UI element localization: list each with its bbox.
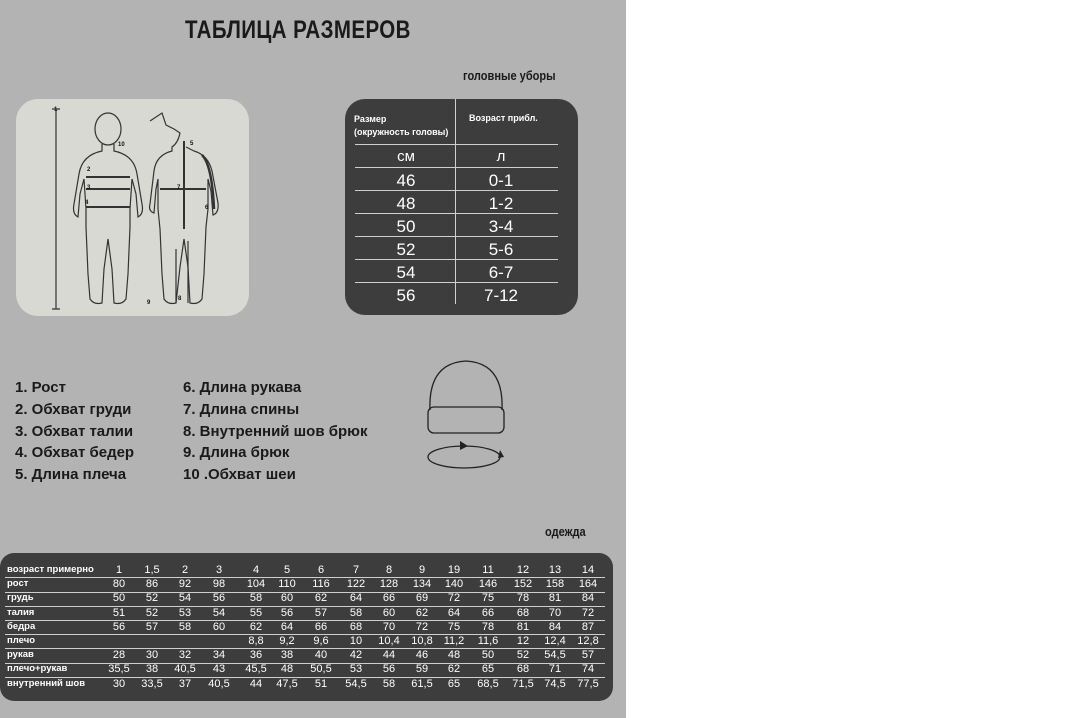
table-cell: 98	[212, 578, 226, 591]
hats-units-row: см л	[355, 144, 558, 168]
table-cell: 104	[246, 578, 266, 591]
figure-label: 1	[54, 107, 58, 113]
table-cell: 122	[346, 578, 366, 591]
table-cell: 46	[415, 649, 429, 662]
figure-label: 2	[87, 167, 91, 173]
table-cell: 40	[314, 649, 328, 662]
table-row	[5, 607, 605, 621]
table-cell: 43	[212, 663, 226, 676]
table-row	[5, 678, 605, 692]
row-label: бедра	[7, 620, 36, 632]
table-cell: 12,4	[544, 635, 566, 647]
table-cell: 66	[481, 606, 495, 619]
table-cell: 54	[178, 592, 192, 605]
figure-label: 9	[147, 300, 151, 306]
table-cell: 116	[312, 578, 330, 591]
row-label: внутренний шов	[7, 677, 86, 689]
table-cell: 19	[447, 564, 461, 576]
table-cell: 92	[178, 578, 192, 591]
row-label: грудь	[7, 592, 34, 604]
table-cell: 86	[145, 578, 159, 591]
hat-measure-icon	[420, 355, 510, 475]
table-cell: 47,5	[276, 677, 298, 690]
table-cell: 11,2	[443, 635, 465, 647]
table-cell: 10	[349, 635, 363, 647]
table-cell: 72	[581, 606, 595, 619]
table-cell: 12,8	[577, 635, 599, 647]
table-row	[5, 578, 605, 592]
figure-label: 4	[85, 200, 89, 206]
figure-label: 6	[205, 205, 209, 211]
table-cell: 56	[212, 592, 226, 605]
hats-heading: головные уборы	[463, 68, 556, 83]
table-cell: 56	[112, 620, 126, 633]
table-cell: 68	[516, 663, 530, 676]
table-cell: 3	[215, 564, 223, 576]
table-cell: 68	[516, 606, 530, 619]
legend-right	[183, 377, 367, 486]
legend-item: 8. Внутренний шов брюк	[183, 422, 368, 440]
hats-col2-header: Возраст прибл.	[469, 113, 538, 123]
table-cell: 50	[112, 592, 126, 605]
table-row	[5, 592, 605, 606]
table-cell: 28	[112, 649, 126, 662]
table-cell: 146	[478, 578, 498, 591]
table-cell: 9,2	[279, 635, 295, 647]
table-cell: 44	[382, 649, 396, 662]
table-cell: 62	[447, 663, 461, 676]
figure-label: 3	[87, 185, 91, 191]
table-cell: 60	[212, 620, 226, 633]
table-row: 46 0-1	[355, 167, 558, 191]
table-cell: 84	[548, 620, 562, 633]
table-cell: 62	[314, 592, 328, 605]
clothing-size-table	[0, 553, 613, 701]
table-cell: 5	[283, 564, 291, 576]
table-cell: 57	[581, 649, 595, 662]
table-cell: 30	[145, 649, 159, 662]
table-cell: 128	[379, 578, 399, 591]
table-cell: 9	[418, 564, 426, 576]
row-label: плечо	[7, 635, 36, 646]
table-row	[5, 621, 605, 635]
table-cell: 58	[249, 592, 263, 605]
table-cell: 62	[249, 620, 263, 633]
table-cell: 57	[145, 620, 159, 633]
table-cell: 50,5	[310, 663, 332, 676]
legend-item: 1. Рост	[15, 379, 66, 396]
legend-item: 3. Обхват талии	[15, 422, 134, 440]
table-cell: 9,6	[313, 635, 329, 647]
table-cell: 42	[349, 649, 363, 662]
table-cell: 58	[178, 620, 192, 633]
figure-label: 10	[118, 142, 125, 148]
table-cell: 30	[112, 677, 126, 690]
figure-label: 5	[190, 141, 194, 147]
table-cell: 65	[481, 663, 495, 676]
table-cell: 52	[516, 649, 530, 662]
table-cell: 78	[516, 592, 530, 605]
table-cell: 74,5	[544, 677, 566, 690]
figure-label: 7	[177, 185, 181, 191]
table-cell: 34	[212, 649, 226, 662]
table-cell: 55	[249, 606, 263, 619]
figure-label: 8	[178, 296, 182, 302]
table-cell: 12	[516, 564, 530, 576]
legend-item: 4. Обхват бедер	[15, 444, 135, 462]
legend-item: 10 .Обхват шеи	[183, 466, 296, 484]
table-cell: 7	[352, 564, 360, 576]
table-cell: 87	[581, 620, 595, 633]
page-title: ТАБЛИЦА РАЗМЕРОВ	[185, 16, 411, 44]
table-cell: 51	[314, 677, 328, 690]
table-cell: 10,8	[411, 635, 433, 647]
table-cell: 57	[314, 606, 328, 619]
table-cell: 64	[447, 606, 461, 619]
table-cell: 4	[252, 564, 260, 576]
table-cell: 65	[447, 677, 461, 690]
table-row	[5, 635, 605, 649]
table-cell: 13	[548, 564, 562, 576]
table-cell: 45,5	[245, 663, 267, 676]
table-cell: 50	[481, 649, 495, 662]
table-cell: 54,5	[544, 649, 566, 662]
table-cell: 71	[548, 663, 562, 676]
table-cell: 53	[349, 663, 363, 676]
table-cell: 66	[382, 592, 396, 605]
hats-size-table	[345, 99, 578, 315]
table-cell: 35,5	[108, 663, 130, 676]
table-cell: 77,5	[577, 677, 599, 690]
table-cell: 61,5	[411, 677, 433, 690]
table-cell: 6	[317, 564, 325, 576]
table-cell: 11	[482, 564, 494, 576]
table-cell: 52	[145, 592, 159, 605]
table-cell: 48	[280, 663, 294, 676]
table-cell: 164	[578, 578, 598, 591]
table-cell: 53	[178, 606, 192, 619]
child-silhouettes-image	[16, 99, 249, 316]
table-cell: 84	[581, 592, 595, 605]
table-cell: 32	[178, 649, 192, 662]
table-cell: 68	[349, 620, 363, 633]
table-cell: 12	[516, 635, 530, 647]
table-cell: 36	[249, 649, 263, 662]
table-cell: 58	[382, 677, 396, 690]
table-cell: 54,5	[345, 677, 367, 690]
table-cell: 38	[145, 663, 159, 676]
table-row: 50 3-4	[355, 213, 558, 237]
table-cell: 69	[415, 592, 429, 605]
table-cell: 1,5	[144, 564, 160, 576]
table-cell: 66	[314, 620, 328, 633]
table-cell: 78	[481, 620, 495, 633]
table-cell: 81	[548, 592, 562, 605]
table-cell: 60	[280, 592, 294, 605]
table-cell: 56	[280, 606, 294, 619]
table-cell: 11,6	[477, 635, 499, 647]
legend-item: 2. Обхват груди	[15, 400, 132, 418]
row-label: возраст примерно	[7, 564, 94, 575]
table-cell: 59	[415, 663, 429, 676]
table-cell: 75	[447, 620, 461, 633]
legend-item: 7. Длина спины	[183, 400, 300, 418]
table-cell: 14	[581, 564, 595, 576]
table-cell: 152	[513, 578, 533, 591]
table-row	[5, 663, 605, 677]
table-cell: 62	[415, 606, 429, 619]
table-cell: 81	[516, 620, 530, 633]
table-cell: 37	[178, 677, 192, 690]
table-cell: 8,8	[248, 635, 264, 647]
table-cell: 38	[280, 649, 294, 662]
table-cell: 40,5	[208, 677, 230, 690]
table-cell: 2	[181, 564, 189, 576]
table-cell: 64	[280, 620, 294, 633]
table-cell: 58	[349, 606, 363, 619]
hats-col1-header: Размер (окружность головы)	[354, 114, 449, 137]
legend-item: 9. Длина брюк	[183, 444, 290, 462]
table-cell: 64	[349, 592, 363, 605]
table-cell: 70	[548, 606, 562, 619]
table-cell: 40,5	[174, 663, 196, 676]
table-cell: 44	[249, 677, 263, 690]
table-cell: 70	[382, 620, 396, 633]
table-cell: 80	[112, 578, 126, 591]
table-row: 56 7-12	[355, 282, 558, 306]
table-cell: 71,5	[512, 677, 534, 690]
row-label: рукав	[7, 649, 34, 661]
table-row	[5, 564, 605, 578]
legend-item: 5. Длина плеча	[15, 466, 127, 484]
table-cell: 72	[415, 620, 429, 633]
table-cell: 8	[385, 564, 393, 576]
table-cell: 56	[382, 663, 396, 676]
table-cell: 51	[112, 606, 126, 619]
table-cell: 48	[447, 649, 461, 662]
table-row: 54 6-7	[355, 259, 558, 283]
table-row	[5, 649, 605, 663]
table-row: 52 5-6	[355, 236, 558, 260]
table-cell: 33,5	[141, 677, 163, 690]
table-cell: 10,4	[378, 635, 400, 647]
legend-left	[15, 377, 134, 486]
table-cell: 158	[545, 578, 565, 591]
table-cell: 110	[278, 578, 296, 591]
table-cell: 68,5	[477, 677, 499, 690]
table-row: 48 1-2	[355, 190, 558, 214]
measurement-figure	[16, 99, 249, 316]
clothing-heading: одежда	[545, 524, 586, 539]
table-cell: 140	[444, 578, 464, 591]
row-label: талия	[7, 606, 35, 618]
table-cell: 72	[447, 592, 461, 605]
legend-item: 6. Длина рукава	[183, 379, 302, 396]
table-cell: 54	[212, 606, 226, 619]
row-label: рост	[7, 578, 29, 590]
table-cell: 60	[382, 606, 396, 619]
table-cell: 1	[115, 564, 123, 576]
table-cell: 134	[412, 578, 432, 591]
table-cell: 75	[481, 592, 495, 605]
table-cell: 52	[145, 606, 159, 619]
row-label: плечо+рукав	[7, 663, 68, 675]
table-cell: 74	[581, 663, 595, 676]
